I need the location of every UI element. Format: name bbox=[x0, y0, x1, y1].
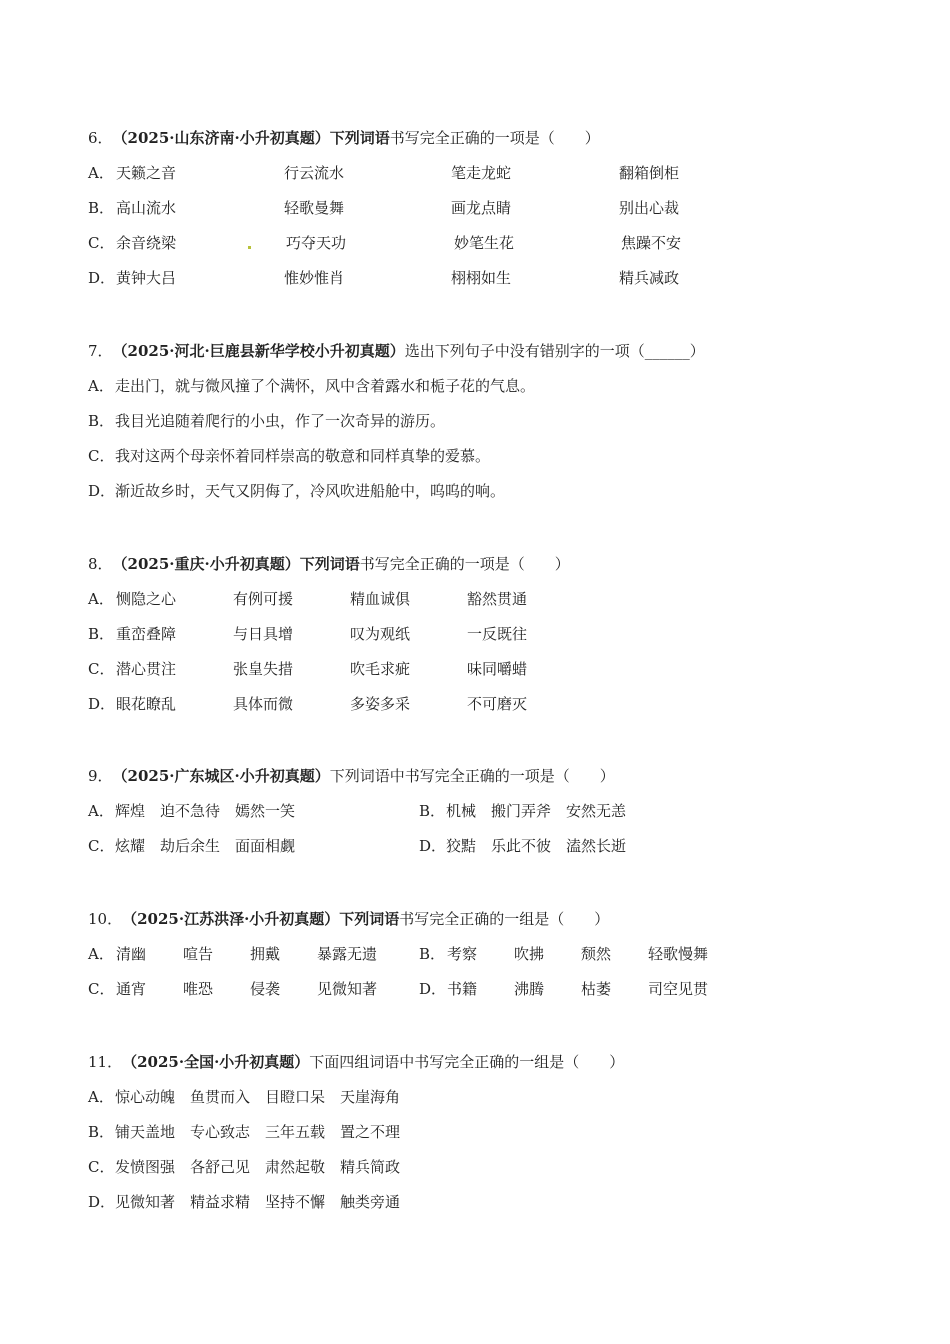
q6-option-b bbox=[88, 198, 115, 218]
word: 栩栩如生 bbox=[451, 269, 512, 287]
word: 与日具增 bbox=[233, 625, 294, 643]
option-label: B． bbox=[88, 1123, 115, 1141]
q10-option-a bbox=[88, 944, 115, 964]
option-text: 辉煌 迫不急待 嫣然一笑 bbox=[115, 802, 296, 820]
word: 别出心裁 bbox=[619, 199, 680, 217]
word: 考察 bbox=[447, 945, 478, 963]
q6-option-c bbox=[88, 233, 115, 253]
question-number: 9． bbox=[88, 767, 113, 785]
question-text: 书写完全正确的一项是（ ） bbox=[359, 555, 570, 573]
q9-option-c bbox=[88, 836, 295, 856]
question-number: 10． bbox=[88, 910, 123, 928]
q8-option-c bbox=[88, 659, 115, 679]
word: 眼花瞭乱 bbox=[116, 695, 177, 713]
word: 焦躁不安 bbox=[621, 234, 682, 252]
q9-option-d bbox=[419, 836, 626, 856]
word: 吹拂 bbox=[514, 945, 545, 963]
option-text: 炫耀 劫后余生 面面相觑 bbox=[115, 837, 296, 855]
question-text: 下面四组词语中书写完全正确的一组是（ ） bbox=[309, 1053, 625, 1071]
option-label: D． bbox=[419, 980, 447, 998]
option-label: A． bbox=[88, 802, 114, 820]
option-label: C． bbox=[88, 837, 115, 855]
question-source: （2025·河北·巨鹿县新华学校小升初真题） bbox=[112, 342, 405, 360]
option-text: 我对这两个母亲怀着同样崇高的敬意和同样真挚的爱慕。 bbox=[115, 447, 491, 465]
option-label: B． bbox=[88, 199, 115, 217]
word: 叹为观纸 bbox=[350, 625, 411, 643]
word: 精血诚俱 bbox=[350, 590, 411, 608]
option-text: 狡黠 乐此不彼 溘然长逝 bbox=[446, 837, 627, 855]
q11-option-d bbox=[88, 1192, 400, 1212]
option-text: 发愤图强 各舒己见 肃然起敬 精兵简政 bbox=[115, 1158, 401, 1176]
word: 司空见贯 bbox=[648, 980, 709, 998]
option-label: B． bbox=[88, 625, 115, 643]
word: 巧夺天功 bbox=[286, 234, 347, 252]
word: 沸腾 bbox=[514, 980, 545, 998]
option-label: C． bbox=[88, 447, 115, 465]
option-label: C． bbox=[88, 980, 115, 998]
word: 画龙点睛 bbox=[451, 199, 512, 217]
option-text: 走出门，就与微风撞了个满怀，风中含着露水和栀子花的气息。 bbox=[115, 377, 536, 395]
option-label: D． bbox=[88, 695, 116, 713]
q8-option-d bbox=[88, 694, 115, 714]
option-text: 铺天盖地 专心致志 三年五载 置之不理 bbox=[115, 1123, 401, 1141]
word: 暴露无遗 bbox=[317, 945, 378, 963]
q7-option-c bbox=[88, 446, 490, 466]
question-number: 11． bbox=[88, 1053, 123, 1071]
question-9-stem bbox=[88, 766, 615, 786]
word: 黄钟大吕 bbox=[116, 269, 177, 287]
word: 唯恐 bbox=[183, 980, 214, 998]
word: 拥戴 bbox=[250, 945, 281, 963]
word: 味同嚼蜡 bbox=[467, 660, 528, 678]
word: 翻箱倒柜 bbox=[619, 164, 680, 182]
word: 见微知著 bbox=[317, 980, 378, 998]
option-text: 渐近故乡时，天气又阴侮了，冷风吹进船舱中，呜呜的响。 bbox=[115, 482, 506, 500]
question-6-stem bbox=[88, 128, 600, 148]
option-label: D． bbox=[88, 269, 116, 287]
word: 一反既往 bbox=[467, 625, 528, 643]
word: 侵袭 bbox=[250, 980, 281, 998]
word: 惟妙惟肖 bbox=[284, 269, 345, 287]
stray-mark bbox=[248, 246, 251, 249]
q10-option-d bbox=[419, 979, 446, 999]
option-label: B． bbox=[419, 945, 446, 963]
question-source: （2025·山东济南·小升初真题）下列词语 bbox=[112, 129, 390, 147]
question-text: 下列词语中书写完全正确的一项是（ ） bbox=[329, 767, 615, 785]
q6-option-d bbox=[88, 268, 115, 288]
option-label: D． bbox=[88, 1193, 116, 1211]
question-text: 书写完全正确的一组是（ ） bbox=[399, 910, 610, 928]
q10-option-b bbox=[419, 944, 446, 964]
word: 重峦叠障 bbox=[116, 625, 177, 643]
option-label: B． bbox=[88, 412, 115, 430]
word: 具体而微 bbox=[233, 695, 294, 713]
option-label: A． bbox=[88, 1088, 114, 1106]
word: 豁然贯通 bbox=[467, 590, 528, 608]
option-label: C． bbox=[88, 660, 115, 678]
word: 天籁之音 bbox=[116, 164, 177, 182]
option-label: A． bbox=[88, 945, 114, 963]
word: 轻歌慢舞 bbox=[648, 945, 709, 963]
question-number: 8． bbox=[88, 555, 113, 573]
word: 颓然 bbox=[581, 945, 612, 963]
q6-option-a bbox=[88, 163, 115, 183]
option-label: A． bbox=[88, 590, 114, 608]
option-text: 见微知著 精益求精 坚持不懈 触类旁通 bbox=[115, 1193, 401, 1211]
q7-option-b bbox=[88, 411, 445, 431]
question-7-stem bbox=[88, 341, 705, 361]
q9-option-b bbox=[419, 801, 626, 821]
q7-option-a bbox=[88, 376, 535, 396]
option-label: B． bbox=[419, 802, 446, 820]
question-source: （2025·广东城区·小升初真题） bbox=[112, 767, 330, 785]
q11-option-c bbox=[88, 1157, 400, 1177]
word: 不可磨灭 bbox=[467, 695, 528, 713]
option-text: 机械 搬门弄斧 安然无恙 bbox=[446, 802, 627, 820]
word: 妙笔生花 bbox=[454, 234, 515, 252]
word: 精兵减政 bbox=[619, 269, 680, 287]
question-source: （2025·重庆·小升初真题）下列词语 bbox=[112, 555, 360, 573]
option-label: A． bbox=[88, 377, 114, 395]
word: 笔走龙蛇 bbox=[451, 164, 512, 182]
option-label: C． bbox=[88, 1158, 115, 1176]
question-text: 书写完全正确的一项是（ ） bbox=[389, 129, 600, 147]
q8-option-a bbox=[88, 589, 115, 609]
option-label: C． bbox=[88, 234, 115, 252]
question-source: （2025·全国·小升初真题） bbox=[122, 1053, 310, 1071]
word: 轻歌曼舞 bbox=[284, 199, 345, 217]
option-label: A． bbox=[88, 164, 114, 182]
word: 多姿多采 bbox=[350, 695, 411, 713]
question-source: （2025·江苏洪泽·小升初真题）下列词语 bbox=[122, 910, 400, 928]
word: 喧告 bbox=[183, 945, 214, 963]
question-11-stem bbox=[88, 1052, 624, 1072]
q11-option-b bbox=[88, 1122, 400, 1142]
word: 高山流水 bbox=[116, 199, 177, 217]
word: 书籍 bbox=[447, 980, 478, 998]
q9-option-a bbox=[88, 801, 295, 821]
q11-option-a bbox=[88, 1087, 400, 1107]
word: 恻隐之心 bbox=[116, 590, 177, 608]
word: 有例可援 bbox=[233, 590, 294, 608]
word: 余音绕梁 bbox=[116, 234, 177, 252]
word: 潜心贯注 bbox=[116, 660, 177, 678]
question-10-stem bbox=[88, 909, 609, 929]
question-8-stem bbox=[88, 554, 570, 574]
question-text: 选出下列句子中没有错别字的一项（______） bbox=[404, 342, 705, 360]
option-label: D． bbox=[88, 482, 116, 500]
option-label: D． bbox=[419, 837, 447, 855]
word: 吹毛求疵 bbox=[350, 660, 411, 678]
q8-option-b bbox=[88, 624, 115, 644]
word: 枯萎 bbox=[581, 980, 612, 998]
word: 清幽 bbox=[116, 945, 147, 963]
word: 张皇失措 bbox=[233, 660, 294, 678]
word: 通宵 bbox=[116, 980, 147, 998]
q10-option-c bbox=[88, 979, 115, 999]
option-text: 惊心动魄 鱼贯而入 目瞪口呆 天崖海角 bbox=[115, 1088, 401, 1106]
word: 行云流水 bbox=[284, 164, 345, 182]
q7-option-d bbox=[88, 481, 505, 501]
option-text: 我目光追随着爬行的小虫，作了一次奇异的游历。 bbox=[115, 412, 446, 430]
question-number: 7． bbox=[88, 342, 113, 360]
question-number: 6． bbox=[88, 129, 113, 147]
